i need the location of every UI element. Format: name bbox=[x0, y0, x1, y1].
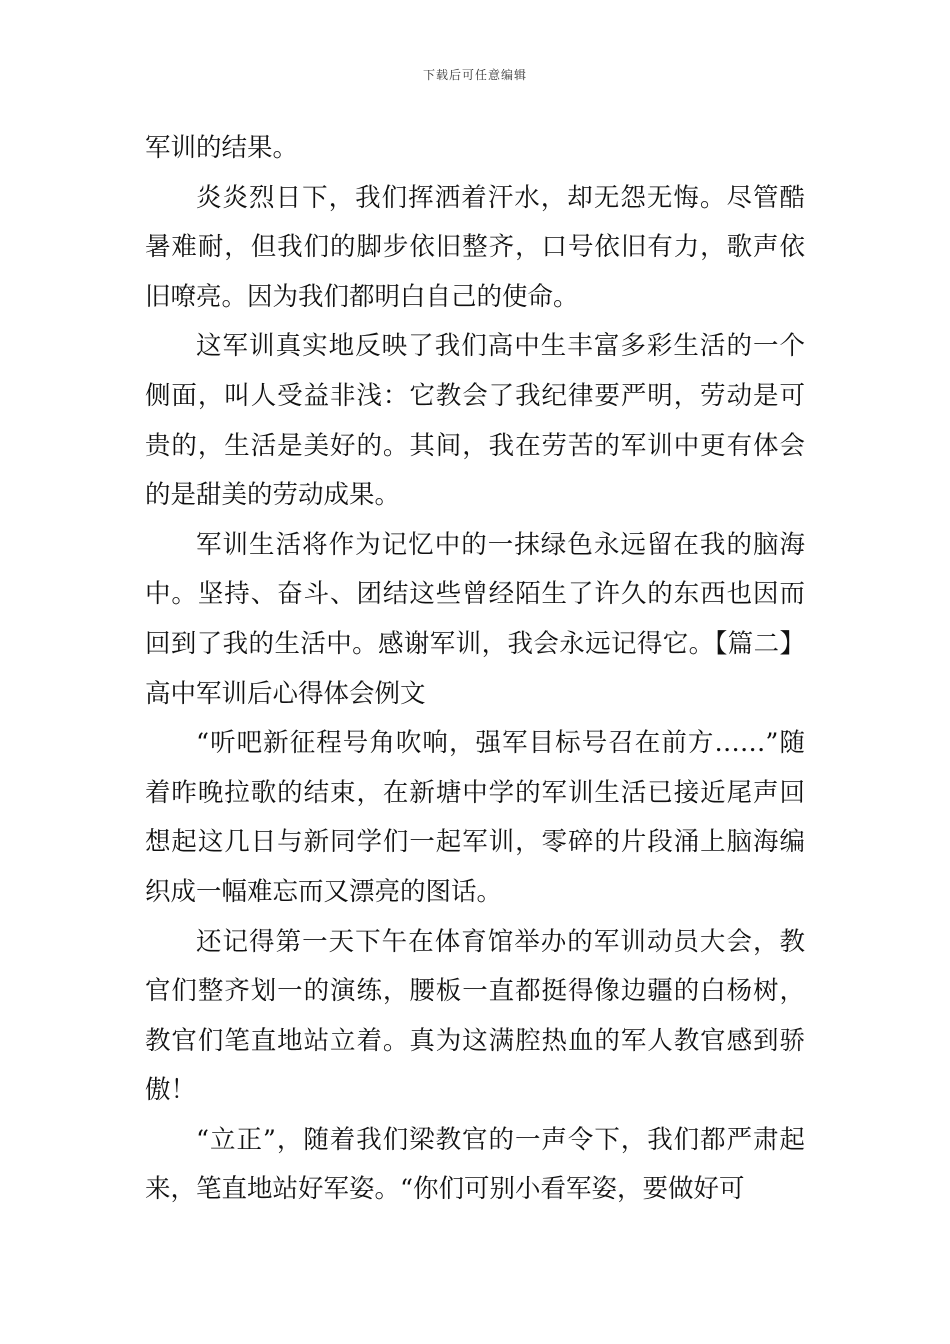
paragraph: “听吧新征程号角吹响，强军目标号召在前方……”随着昨晚拉歌的结束，在新塘中学的军训生活已接近尾声回想起这几日与新同学们一起军训，零碎的片段涌上脑海编织成一幅难忘而又漂亮的图话。 bbox=[145, 728, 805, 907]
paragraph: 还记得第一天下午在体育馆举办的军训动员大会，教官们整齐划一的演练，腰板一直都挺得像边疆的白杨树，教官们笔直地站立着。真为这满腔热血的军人教官感到骄傲！ bbox=[145, 926, 805, 1106]
page-header-note: 下载后可任意编辑 bbox=[422, 68, 527, 82]
paragraph: 军训生活将作为记忆中的一抹绿色永远留在我的脑海中。坚持、奋斗、团结这些曾经陌生了许久的东西也因而回到了我的生活中。感谢军训，我会永远记得它。【篇二】高中军训后心得体会例文 bbox=[145, 529, 805, 709]
paragraph-continuation: 军训的结果。 bbox=[145, 133, 299, 163]
paragraph: 这军训真实地反映了我们高中生丰富多彩生活的一个侧面，叫人受益非浅：它教会了我纪律要严明，劳动是可贵的，生活是美好的。其间，我在劳苦的军训中更有体会的是甜美的劳动成果。 bbox=[145, 331, 805, 511]
document-body bbox=[145, 124, 805, 1215]
paragraph: 炎炎烈日下，我们挥洒着汗水，却无怨无悔。尽管酷暑难耐，但我们的脚步依旧整齐，口号依旧有力，歌声依旧嘹亮。因为我们都明白自己的使命。 bbox=[145, 182, 805, 312]
paragraph: “立正”，随着我们梁教官的一声令下，我们都严肃起来，笔直地站好军姿。“你们可别小看军姿，要做好可 bbox=[145, 1124, 805, 1205]
